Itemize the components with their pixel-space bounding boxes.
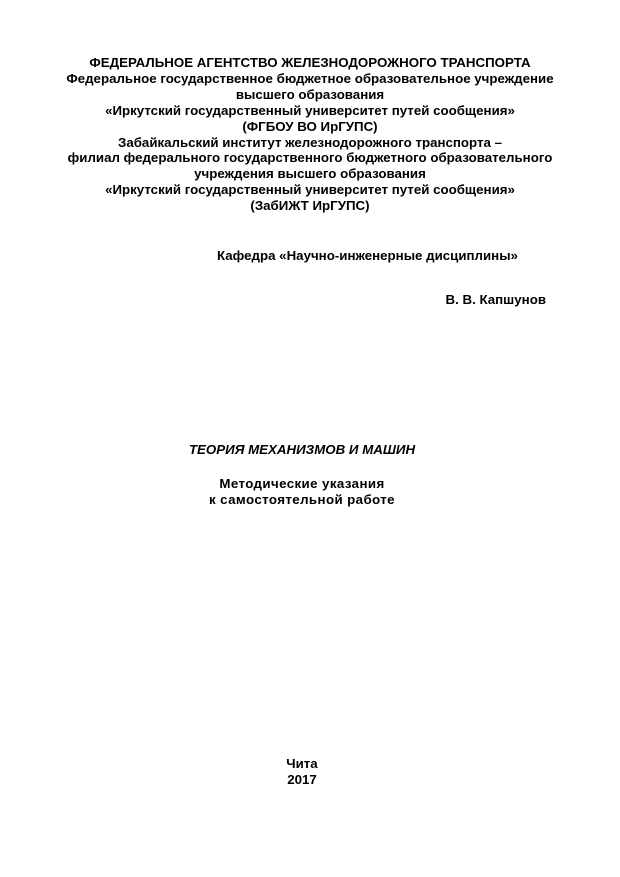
imprint bbox=[0, 756, 604, 788]
header-line: «Иркутский государственный университет путей сообщения» bbox=[105, 182, 515, 198]
header-line: учреждения высшего образования bbox=[194, 166, 426, 182]
department-name: Кафедра «Научно-инженерные дисциплины» bbox=[217, 248, 518, 263]
header-line: филиал федерального государственного бюджетного образовательного bbox=[67, 150, 553, 166]
header-line: (ФГБОУ ВО ИрГУПС) bbox=[242, 118, 378, 134]
header-line: (ЗабИЖТ ИрГУПС) bbox=[250, 198, 370, 214]
document-subtitle bbox=[0, 476, 604, 508]
header-line: высшего образования bbox=[235, 86, 385, 102]
subtitle-line: Методические указания bbox=[219, 476, 385, 491]
header-line: «Иркутский государственный университет путей сообщения» bbox=[105, 102, 515, 118]
header-line: Забайкальский институт железнодорожного транспорта – bbox=[117, 134, 502, 150]
header-line: ФЕДЕРАЛЬНОЕ АГЕНТСТВО ЖЕЛЕЗНОДОРОЖНОГО ТРАНСПОРТА bbox=[89, 55, 531, 70]
header-line: Федеральное государственное бюджетное образовательное учреждение bbox=[66, 70, 554, 86]
author-name: В. В. Капшунов bbox=[445, 292, 546, 307]
subtitle-line: к самостоятельной работе bbox=[209, 492, 395, 507]
document-title: ТЕОРИЯ МЕХАНИЗМОВ И МАШИН bbox=[188, 442, 416, 457]
institution-header bbox=[0, 55, 620, 214]
city: Чита bbox=[286, 756, 318, 771]
year: 2017 bbox=[287, 772, 317, 787]
